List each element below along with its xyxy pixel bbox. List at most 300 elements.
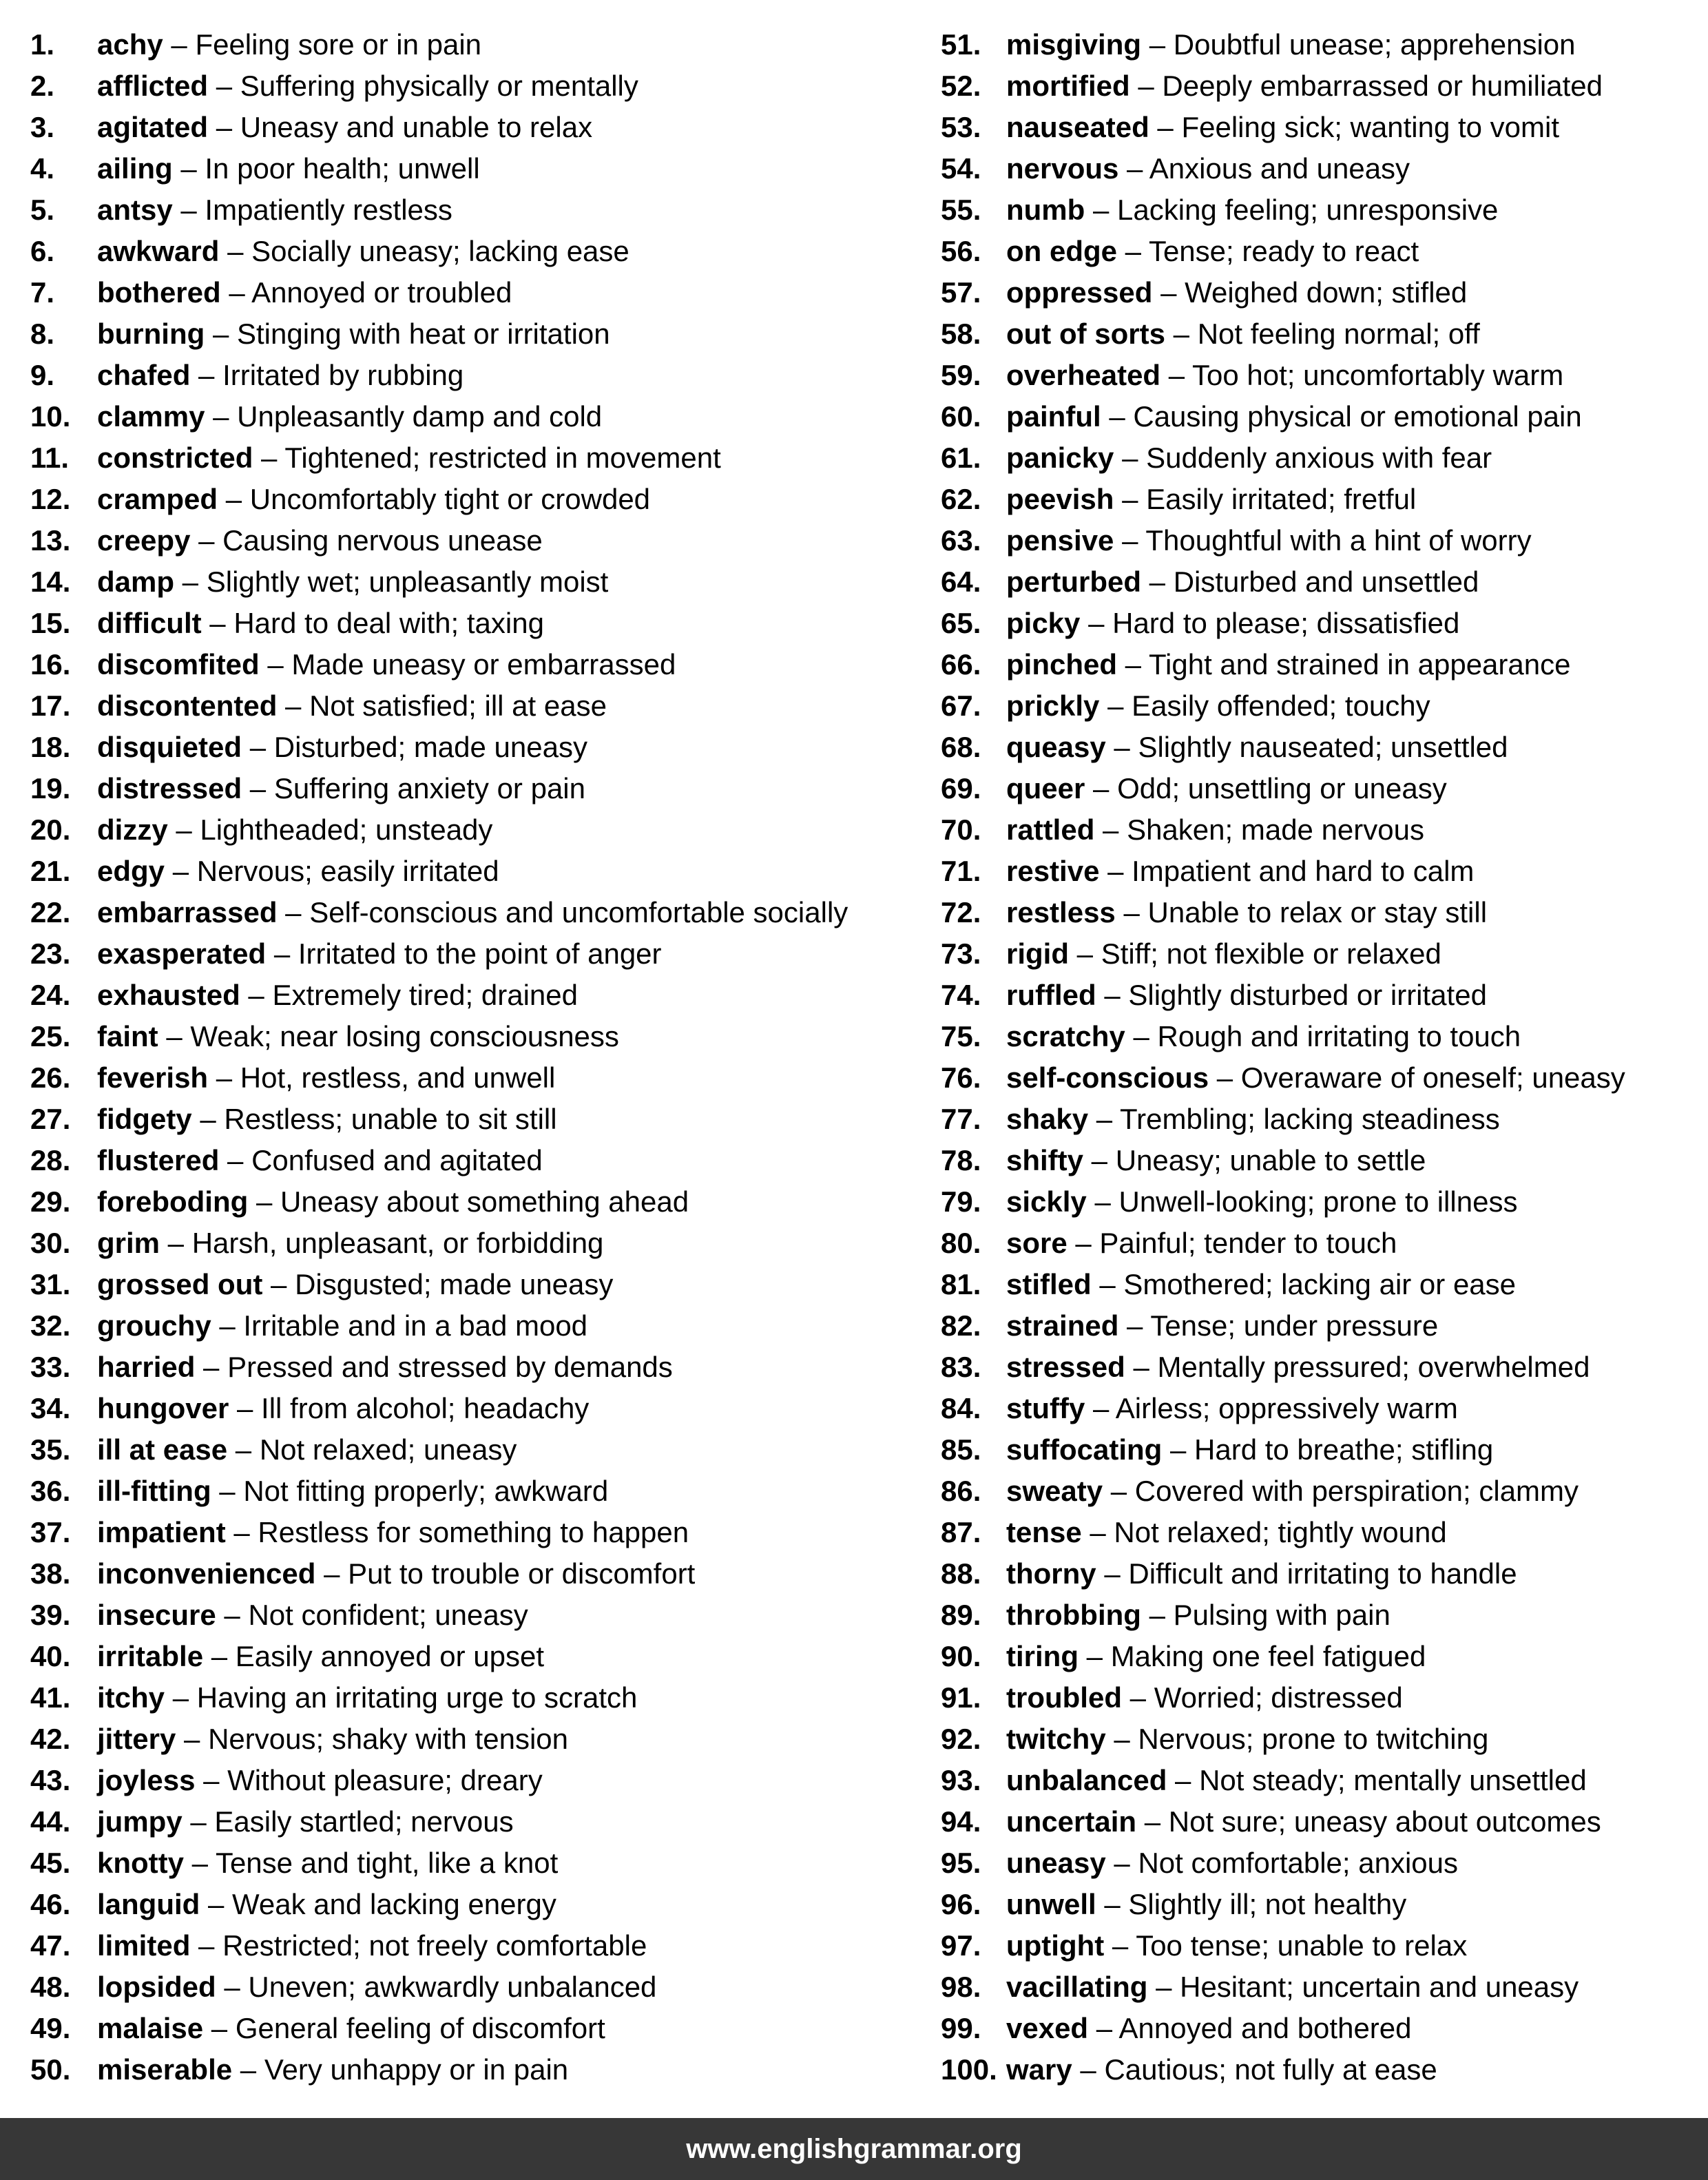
item-definition: Impatient and hard to calm	[1132, 855, 1475, 887]
item-number: 21.	[30, 855, 71, 887]
item-text	[1006, 644, 1570, 685]
item-separator: –	[218, 483, 250, 515]
item-text	[97, 437, 721, 479]
item-text	[1006, 313, 1480, 355]
item-text	[1006, 685, 1430, 727]
item-number: 37.	[30, 1516, 71, 1548]
item-definition: Impatiently restless	[205, 194, 452, 226]
item-word: insecure	[97, 1599, 216, 1631]
list-item	[941, 1719, 1625, 1760]
item-word: vacillating	[1006, 1971, 1148, 2003]
item-text	[97, 231, 629, 272]
item-word: shifty	[1006, 1144, 1084, 1176]
item-word: numb	[1006, 194, 1085, 226]
item-number: 9.	[30, 359, 55, 391]
list-item	[941, 231, 1625, 272]
item-separator: –	[1114, 483, 1147, 515]
list-item	[941, 685, 1625, 727]
item-number: 18.	[30, 731, 71, 763]
item-definition: Ill from alcohol; headachy	[261, 1392, 590, 1424]
item-number: 10.	[30, 400, 71, 433]
item-separator: –	[1114, 442, 1147, 474]
item-number: 15.	[30, 607, 71, 639]
item-separator: –	[1141, 1599, 1174, 1631]
item-definition: Made uneasy or embarrassed	[291, 648, 676, 681]
list-item	[941, 1925, 1625, 1966]
item-text	[97, 1595, 528, 1636]
item-definition: Confused and agitated	[251, 1144, 543, 1176]
item-word: peevish	[1006, 483, 1114, 515]
item-definition: Stinging with heat or irritation	[237, 318, 610, 350]
item-number: 47.	[30, 1929, 71, 1962]
item-text	[97, 1801, 514, 1842]
item-separator: –	[190, 359, 223, 391]
list-item	[30, 685, 848, 727]
list-item	[941, 851, 1625, 892]
item-text	[97, 1429, 517, 1471]
item-separator: –	[1085, 1392, 1116, 1424]
item-word: embarrassed	[97, 896, 278, 928]
item-word: distressed	[97, 772, 242, 804]
item-text	[97, 189, 452, 231]
item-definition: Not comfortable; anxious	[1138, 1847, 1459, 1879]
item-definition: Lightheaded; unsteady	[200, 813, 493, 846]
item-separator: –	[1091, 1268, 1124, 1300]
list-item	[941, 1388, 1625, 1429]
item-word: miserable	[97, 2053, 233, 2086]
item-definition: Restless; unable to sit still	[224, 1103, 557, 1135]
item-definition: Uneasy and unable to relax	[240, 111, 593, 143]
item-separator: –	[225, 1516, 258, 1548]
list-item	[30, 1595, 848, 1636]
item-definition: Nervous; shaky with tension	[208, 1723, 568, 1755]
item-number: 11.	[30, 442, 70, 474]
item-separator: –	[262, 1268, 295, 1300]
item-text	[97, 1181, 689, 1223]
item-separator: –	[1104, 1929, 1136, 1962]
item-word: nauseated	[1006, 111, 1149, 143]
item-number: 88.	[941, 1557, 981, 1590]
item-number: 85.	[941, 1433, 981, 1466]
footer-url: www.englishgrammar.org	[686, 2133, 1022, 2164]
list-item	[941, 1471, 1625, 1512]
list-item	[941, 933, 1625, 975]
item-separator: –	[1129, 70, 1163, 102]
item-definition: Pressed and stressed by demands	[227, 1351, 673, 1383]
item-number: 68.	[941, 731, 981, 763]
item-number: 31.	[30, 1268, 71, 1300]
item-text	[1006, 892, 1487, 933]
item-number: 59.	[941, 359, 981, 391]
item-word: feverish	[97, 1061, 209, 1094]
item-definition: Uncomfortably tight or crowded	[249, 483, 651, 515]
item-number: 49.	[30, 2012, 71, 2044]
item-separator: –	[184, 1847, 216, 1879]
item-text	[97, 685, 607, 727]
item-word: vexed	[1006, 2012, 1089, 2044]
item-number: 34.	[30, 1392, 71, 1424]
item-word: shaky	[1006, 1103, 1089, 1135]
list-item	[30, 1264, 848, 1305]
item-word: fidgety	[97, 1103, 192, 1135]
item-text	[97, 809, 492, 851]
item-text	[97, 2049, 568, 2090]
item-number: 39.	[30, 1599, 71, 1631]
item-separator: –	[1067, 1227, 1100, 1259]
item-separator: –	[1096, 1888, 1129, 1920]
item-text	[1006, 727, 1508, 768]
item-word: painful	[1006, 400, 1101, 433]
item-text	[1006, 1801, 1601, 1842]
item-separator: –	[160, 1227, 192, 1259]
item-separator: –	[211, 1309, 244, 1342]
item-definition: Not steady; mentally unsettled	[1199, 1764, 1587, 1796]
item-text	[97, 1512, 689, 1553]
list-item	[30, 396, 848, 437]
item-separator: –	[1118, 152, 1149, 185]
item-number: 76.	[941, 1061, 981, 1094]
item-separator: –	[232, 2053, 264, 2086]
item-number: 51.	[941, 28, 981, 61]
item-number: 65.	[941, 607, 981, 639]
item-text	[1006, 148, 1410, 189]
item-word: out of sorts	[1006, 318, 1165, 350]
item-word: stifled	[1006, 1268, 1092, 1300]
item-definition: Easily startled; nervous	[214, 1805, 514, 1838]
item-word: restless	[1006, 896, 1116, 928]
item-definition: Tightened; restricted in movement	[284, 442, 721, 474]
item-definition: Smothered; lacking air or ease	[1123, 1268, 1517, 1300]
item-number: 25.	[30, 1020, 71, 1052]
item-word: queasy	[1006, 731, 1106, 763]
item-number: 78.	[941, 1144, 981, 1176]
item-separator: –	[1149, 111, 1182, 143]
item-word: grim	[97, 1227, 160, 1259]
item-definition: Not confident; uneasy	[248, 1599, 528, 1631]
item-separator: –	[242, 772, 274, 804]
item-separator: –	[208, 111, 240, 143]
item-separator: –	[1162, 1433, 1195, 1466]
item-number: 13.	[30, 524, 71, 557]
item-text	[97, 1677, 637, 1719]
item-text	[97, 272, 512, 313]
item-word: unwell	[1006, 1888, 1096, 1920]
item-number: 16.	[30, 648, 71, 681]
list-item	[30, 1636, 848, 1677]
list-item	[941, 148, 1625, 189]
item-separator: –	[1117, 235, 1149, 267]
item-definition: Doubtful unease; apprehension	[1173, 28, 1576, 61]
item-text	[97, 396, 602, 437]
item-number: 81.	[941, 1268, 981, 1300]
item-separator: –	[1125, 1351, 1158, 1383]
list-item	[30, 768, 848, 809]
item-word: achy	[97, 28, 163, 61]
item-word: dizzy	[97, 813, 168, 846]
item-number: 46.	[30, 1888, 71, 1920]
item-text	[97, 1842, 558, 1884]
item-separator: –	[1152, 276, 1185, 309]
list-item	[941, 1016, 1625, 1057]
item-word: afflicted	[97, 70, 209, 102]
item-number: 4.	[30, 152, 55, 185]
item-text	[1006, 975, 1487, 1016]
item-text	[1006, 1099, 1500, 1140]
item-definition: Not relaxed; tightly wound	[1114, 1516, 1447, 1548]
item-definition: Shaken; made nervous	[1127, 813, 1424, 846]
item-number: 52.	[941, 70, 981, 102]
list-item	[30, 24, 848, 65]
item-definition: Worried; distressed	[1154, 1681, 1403, 1714]
item-word: malaise	[97, 2012, 204, 2044]
item-definition: In poor health; unwell	[205, 152, 480, 185]
item-definition: Disturbed; made uneasy	[273, 731, 587, 763]
list-item	[30, 561, 848, 603]
item-word: wary	[1006, 2053, 1072, 2086]
item-word: jumpy	[97, 1805, 183, 1838]
list-item	[30, 1388, 848, 1429]
item-text	[97, 644, 676, 685]
item-number: 32.	[30, 1309, 71, 1342]
list-item	[30, 189, 848, 231]
list-item	[941, 809, 1625, 851]
item-definition: Hard to deal with; taxing	[233, 607, 544, 639]
item-number: 38.	[30, 1557, 71, 1590]
word-list-right-column	[941, 24, 1625, 2090]
list-item	[30, 1842, 848, 1884]
item-word: stressed	[1006, 1351, 1125, 1383]
item-text	[97, 2008, 605, 2049]
list-item	[941, 65, 1625, 107]
list-item	[941, 520, 1625, 561]
item-text	[97, 1884, 556, 1925]
item-number: 60.	[941, 400, 981, 433]
item-word: ill at ease	[97, 1433, 228, 1466]
item-definition: Very unhappy or in pain	[264, 2053, 569, 2086]
item-separator: –	[240, 979, 273, 1011]
list-item	[30, 1347, 848, 1388]
word-list-left-column	[30, 24, 848, 2090]
item-word: queer	[1006, 772, 1085, 804]
list-item	[30, 1305, 848, 1347]
item-number: 50.	[30, 2053, 71, 2086]
item-number: 80.	[941, 1227, 981, 1259]
item-definition: Anxious and uneasy	[1149, 152, 1410, 185]
item-separator: –	[277, 689, 310, 722]
item-word: twitchy	[1006, 1723, 1106, 1755]
list-item	[941, 1223, 1625, 1264]
item-text	[1006, 437, 1492, 479]
item-text	[97, 1553, 695, 1595]
item-word: constricted	[97, 442, 253, 474]
item-definition: Disgusted; made uneasy	[295, 1268, 614, 1300]
item-text	[1006, 189, 1498, 231]
item-text	[1006, 1223, 1397, 1264]
item-definition: Making one feel fatigued	[1110, 1640, 1426, 1672]
item-word: flustered	[97, 1144, 220, 1176]
item-separator: –	[248, 1185, 280, 1218]
item-separator: –	[219, 235, 252, 267]
list-item	[30, 437, 848, 479]
item-definition: Tight and strained in appearance	[1148, 648, 1571, 681]
item-word: knotty	[97, 1847, 184, 1879]
list-item	[30, 1057, 848, 1099]
list-item	[941, 355, 1625, 396]
item-text	[1006, 1760, 1587, 1801]
item-separator: –	[172, 152, 205, 185]
item-definition: Not relaxed; uneasy	[259, 1433, 517, 1466]
item-text	[1006, 1719, 1488, 1760]
item-text	[1006, 1842, 1458, 1884]
item-word: sore	[1006, 1227, 1068, 1259]
list-item	[30, 603, 848, 644]
item-word: troubled	[1006, 1681, 1122, 1714]
item-number: 24.	[30, 979, 71, 1011]
list-item	[30, 1925, 848, 1966]
item-separator: –	[191, 1103, 225, 1135]
item-number: 54.	[941, 152, 981, 185]
item-number: 83.	[941, 1351, 981, 1383]
item-word: uncertain	[1006, 1805, 1137, 1838]
item-definition: Self-conscious and uncomfortable socially	[309, 896, 848, 928]
list-item	[30, 231, 848, 272]
item-text	[97, 975, 578, 1016]
list-item	[30, 355, 848, 396]
item-text	[97, 1925, 647, 1966]
item-separator: –	[1096, 979, 1129, 1011]
item-number: 63.	[941, 524, 981, 557]
item-definition: Disturbed and unsettled	[1173, 565, 1479, 598]
item-number: 69.	[941, 772, 981, 804]
item-text	[1006, 1636, 1426, 1677]
item-word: picky	[1006, 607, 1081, 639]
list-item	[941, 1429, 1625, 1471]
item-separator: –	[219, 1144, 252, 1176]
list-item	[30, 809, 848, 851]
item-definition: Irritated by rubbing	[222, 359, 464, 391]
item-number: 94.	[941, 1805, 981, 1838]
item-separator: –	[216, 1599, 249, 1631]
item-word: overheated	[1006, 359, 1161, 391]
item-separator: –	[174, 565, 207, 598]
item-separator: –	[216, 1971, 249, 2003]
item-separator: –	[266, 937, 298, 970]
item-text	[1006, 851, 1474, 892]
list-item	[30, 1553, 848, 1595]
item-word: ruffled	[1006, 979, 1096, 1011]
list-item	[30, 2049, 848, 2090]
item-separator: –	[227, 1433, 260, 1466]
item-separator: –	[1085, 772, 1118, 804]
item-separator: –	[1078, 1640, 1111, 1672]
list-item	[941, 1842, 1625, 1884]
item-word: uneasy	[1006, 1847, 1106, 1879]
item-separator: –	[201, 607, 234, 639]
item-text	[1006, 396, 1582, 437]
item-word: on edge	[1006, 235, 1118, 267]
list-item	[941, 313, 1625, 355]
list-item	[30, 727, 848, 768]
item-text	[1006, 2008, 1412, 2049]
item-word: bothered	[97, 276, 221, 309]
item-separator: –	[1080, 607, 1113, 639]
item-separator: –	[1096, 1557, 1129, 1590]
item-word: discomfited	[97, 648, 260, 681]
item-text	[97, 1966, 656, 2008]
list-item	[941, 1677, 1625, 1719]
item-definition: Feeling sick; wanting to vomit	[1181, 111, 1560, 143]
item-separator: –	[176, 1723, 209, 1755]
item-word: rigid	[1006, 937, 1069, 970]
item-separator: –	[1160, 359, 1193, 391]
item-number: 86.	[941, 1475, 981, 1507]
item-number: 89.	[941, 1599, 981, 1631]
item-text	[97, 768, 585, 809]
item-text	[1006, 768, 1447, 809]
item-number: 41.	[30, 1681, 71, 1714]
item-number: 87.	[941, 1516, 981, 1548]
item-definition: Cautious; not fully at ease	[1104, 2053, 1437, 2086]
list-item	[30, 1760, 848, 1801]
item-definition: Overaware of oneself; uneasy	[1240, 1061, 1625, 1094]
item-definition: Tense; ready to react	[1148, 235, 1419, 267]
item-separator: –	[158, 1020, 191, 1052]
item-text	[1006, 2049, 1437, 2090]
item-number: 82.	[941, 1309, 981, 1342]
item-number: 77.	[941, 1103, 981, 1135]
item-separator: –	[1088, 2012, 1119, 2044]
item-text	[97, 520, 543, 561]
item-word: limited	[97, 1929, 191, 1962]
item-word: thorny	[1006, 1557, 1096, 1590]
item-number: 30.	[30, 1227, 71, 1259]
item-number: 97.	[941, 1929, 981, 1962]
item-number: 2.	[30, 70, 55, 102]
item-word: grouchy	[97, 1309, 211, 1342]
item-text	[1006, 1429, 1493, 1471]
list-item	[941, 1801, 1625, 1842]
item-text	[1006, 272, 1467, 313]
item-word: discontented	[97, 689, 278, 722]
item-text	[97, 561, 608, 603]
item-text	[97, 1057, 555, 1099]
item-definition: Easily irritated; fretful	[1146, 483, 1417, 515]
item-separator: –	[1085, 194, 1118, 226]
item-word: sickly	[1006, 1185, 1087, 1218]
item-text	[1006, 1512, 1447, 1553]
item-definition: Annoyed or troubled	[251, 276, 512, 309]
item-number: 75.	[941, 1020, 981, 1052]
list-item	[941, 1099, 1625, 1140]
item-number: 43.	[30, 1764, 71, 1796]
item-number: 36.	[30, 1475, 71, 1507]
item-text	[1006, 1264, 1516, 1305]
item-definition: Weighed down; stifled	[1185, 276, 1468, 309]
list-item	[941, 24, 1625, 65]
item-text	[1006, 479, 1416, 520]
item-separator: –	[182, 1805, 215, 1838]
item-text	[1006, 1677, 1403, 1719]
item-number: 19.	[30, 772, 71, 804]
item-definition: Weak; near losing consciousness	[190, 1020, 619, 1052]
list-item	[941, 1884, 1625, 1925]
item-definition: Slightly disturbed or irritated	[1128, 979, 1487, 1011]
item-word: panicky	[1006, 442, 1114, 474]
list-item	[30, 107, 848, 148]
item-separator: –	[253, 442, 285, 474]
list-item	[941, 272, 1625, 313]
item-separator: –	[1117, 648, 1149, 681]
